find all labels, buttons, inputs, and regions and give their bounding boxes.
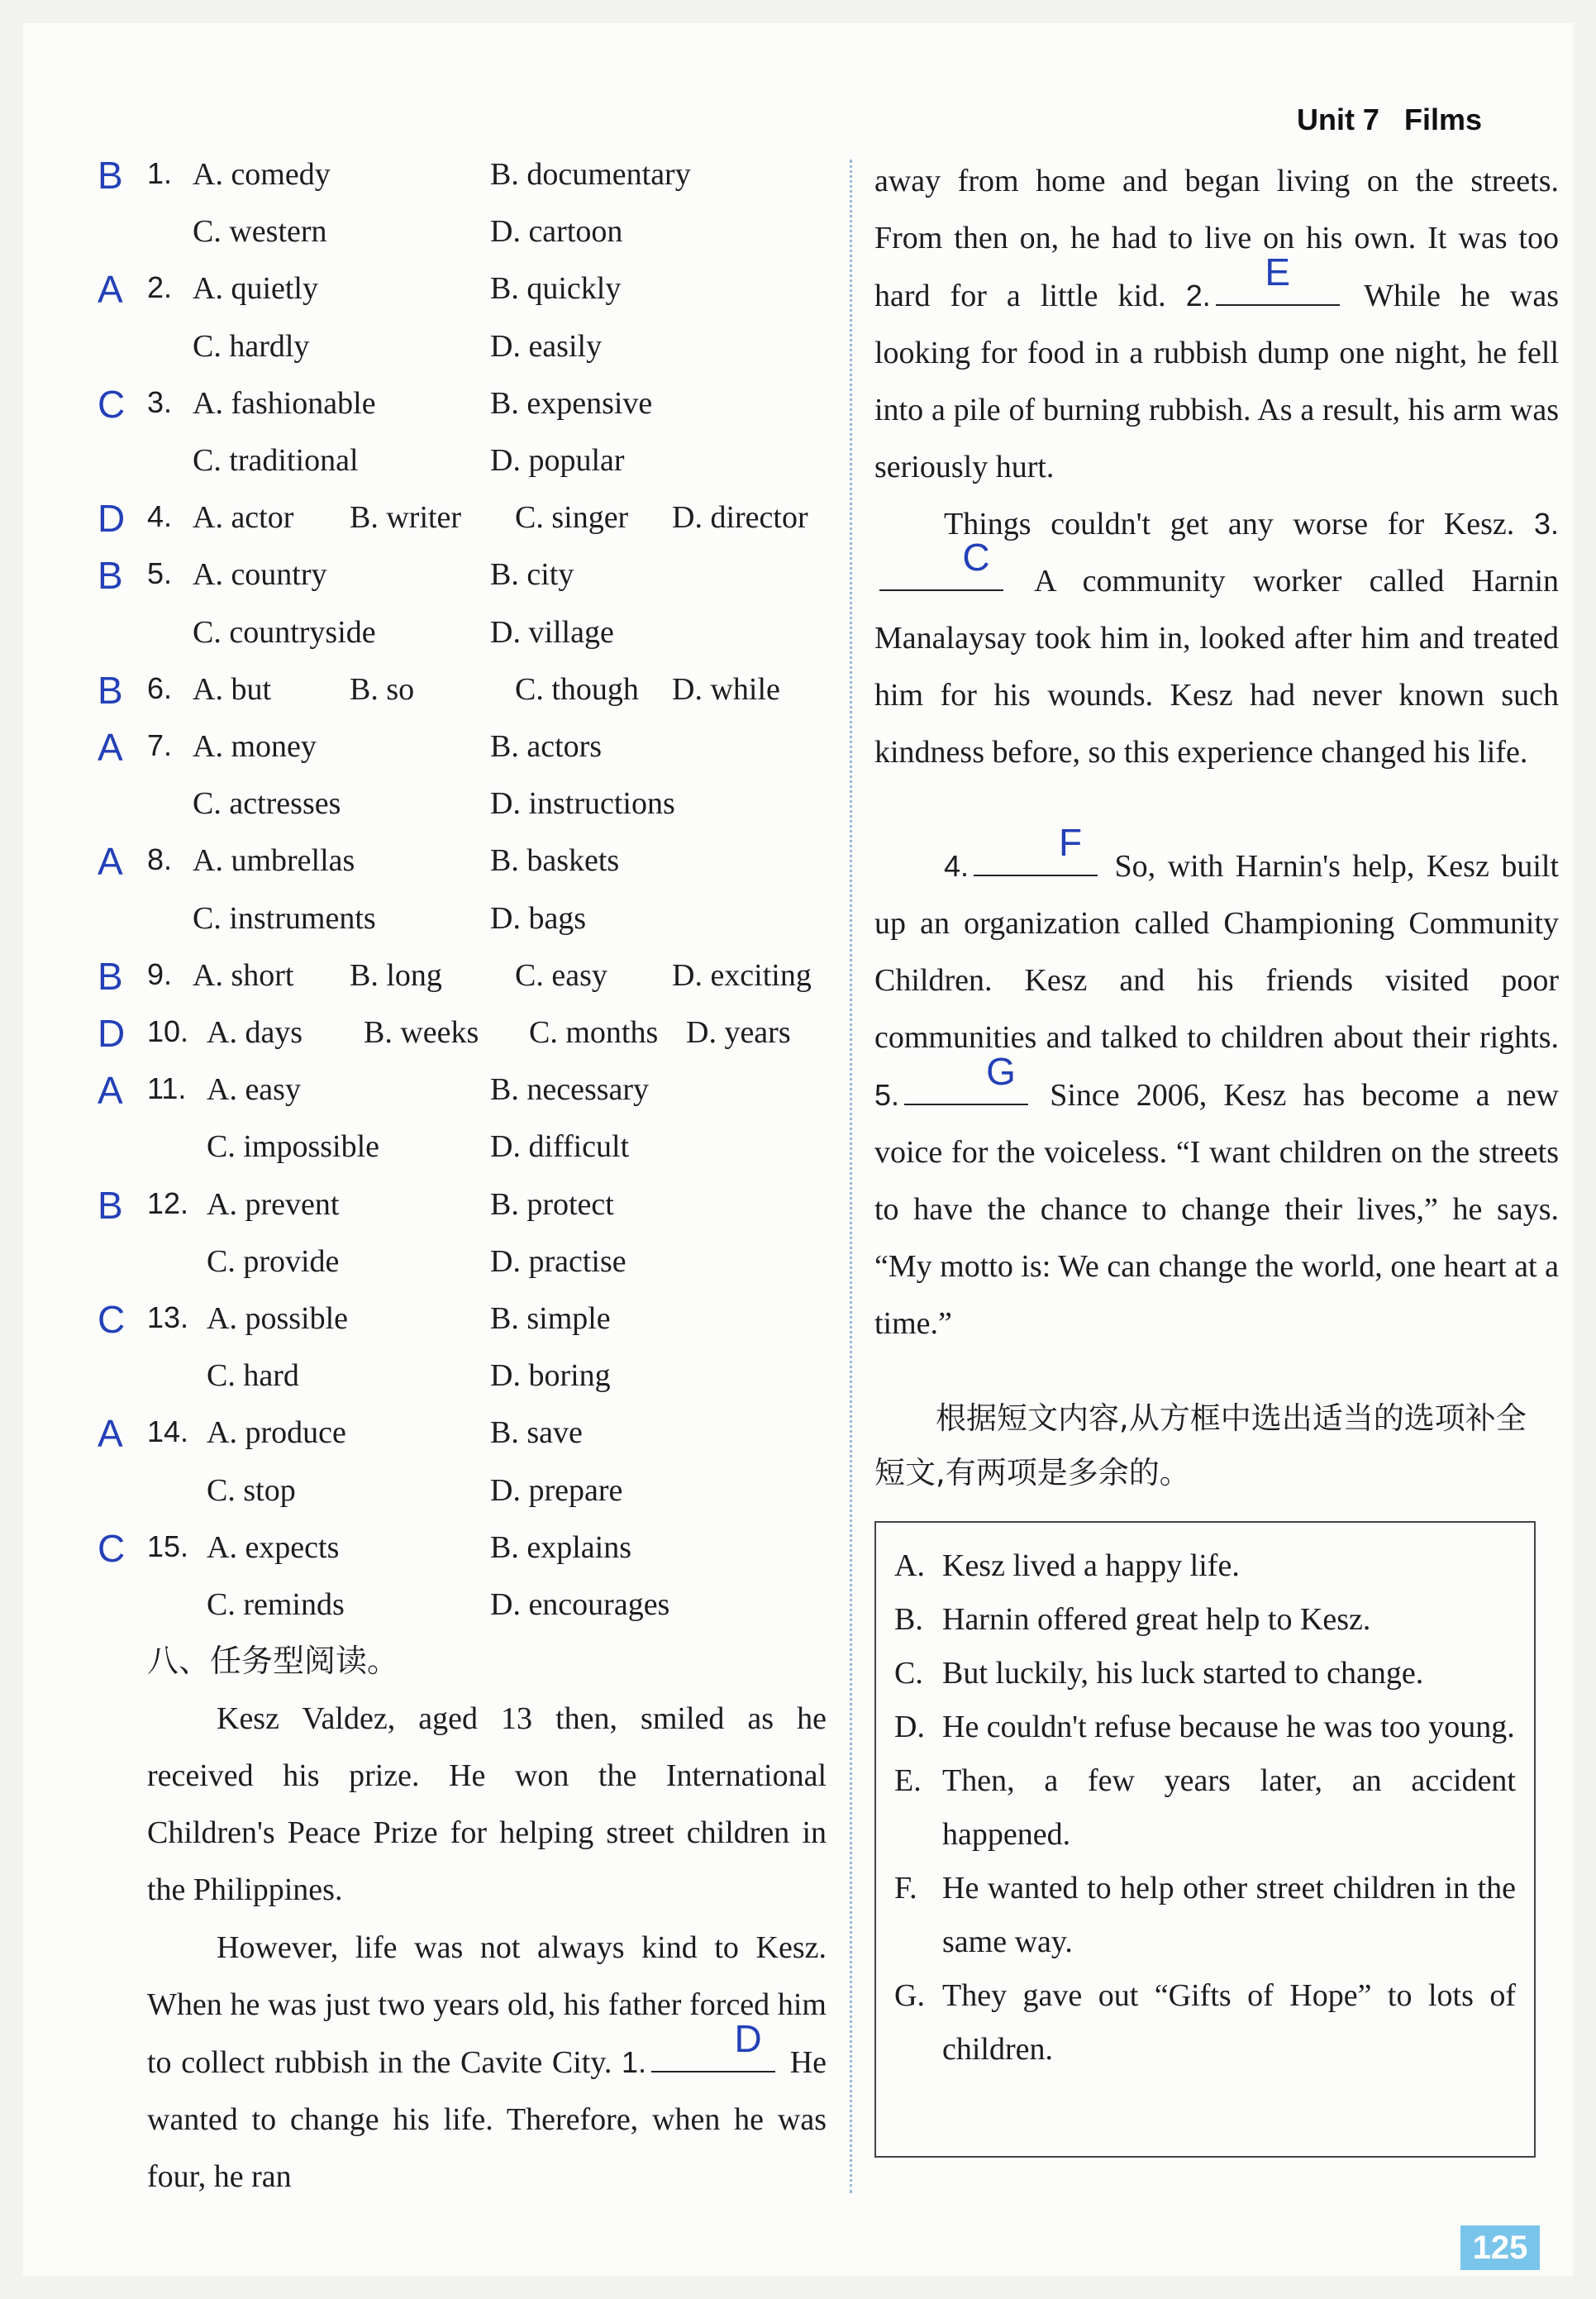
- passage-paragraph-5: 4. F So, with Harnin's help, Kesz built up an organization called Championing Community Children. Kesz and his friends visited poor communities and talked to children about their rights. 5. G Since 2006, Kesz has become a new voice for the voiceless. “I want children on the streets to have the chance to change their lives,” he says. “My motto is: We can change the world, one heart at a time.”: [874, 837, 1559, 1352]
- option: C. instruments: [193, 900, 376, 936]
- option: C. western: [193, 214, 327, 250]
- option-text: But luckily, his luck started to change.: [942, 1656, 1424, 1691]
- option: A. prevent: [207, 1186, 340, 1222]
- question-number: 9.: [147, 956, 173, 991]
- question-number: 11.: [147, 1071, 187, 1106]
- option: B. writer: [350, 500, 462, 536]
- option: B. save: [490, 1415, 583, 1451]
- option: C. reminds: [207, 1587, 345, 1622]
- question-3-line-1: [23, 382, 850, 432]
- option: D. instructions: [490, 786, 675, 822]
- question-14-line-2: [23, 1469, 850, 1519]
- option: D. while: [672, 671, 780, 707]
- option: C. hard: [207, 1358, 299, 1394]
- option-letter: C.: [894, 1656, 923, 1691]
- option: A. easy: [207, 1072, 301, 1108]
- question-12-line-1: [23, 1183, 850, 1233]
- option-letter: B.: [894, 1602, 923, 1637]
- instruction-text: 根据短文内容,从方框中选出适当的选项补全短文,有两项是多余的。: [874, 1400, 1527, 1491]
- answer-letter: C: [98, 1526, 126, 1570]
- question-12-line-2: [23, 1240, 850, 1290]
- question-7-line-2: [23, 782, 850, 832]
- question-6-line-1: [23, 668, 850, 718]
- question-15-line-2: [23, 1583, 850, 1633]
- blank-number: 3.: [1533, 507, 1560, 541]
- blank-2: [1216, 250, 1340, 306]
- passage-paragraph-2: However, life was not always kind to Kesz. When he was just two years old, his father forced him to collect rubbish in the Cavite City. 1. D He wanted to change his life. Therefore, when he was four, he ran: [147, 1930, 827, 2194]
- option: C. actresses: [193, 786, 341, 822]
- answer-letter: B: [98, 668, 123, 712]
- option: C. provide: [207, 1243, 340, 1279]
- passage-paragraph-3: away from home and began living on the streets. From then on, he had to live on his own. It was too hard for a little kid. 2. E While he was looking for food in a rubbish dump one night, he fell into a pile of burning rubbish. As a result, his arm was seriously hurt.: [874, 164, 1560, 484]
- option: C. easy: [515, 957, 607, 993]
- option: D. boring: [490, 1358, 611, 1394]
- option: C. stop: [207, 1472, 296, 1508]
- question-8-line-2: [23, 897, 850, 947]
- option: D. difficult: [490, 1129, 630, 1165]
- textbook-page: [23, 23, 1573, 2276]
- option: D. easily: [490, 328, 603, 364]
- box-option-c: [894, 1647, 1516, 1700]
- option: A. country: [193, 557, 327, 593]
- option: C. though: [515, 671, 639, 707]
- option-text: Harnin offered great help to Kesz.: [942, 1602, 1371, 1637]
- answer-letter: B: [98, 554, 123, 598]
- unit-label: Unit 7: [1296, 103, 1379, 136]
- question-number: 10.: [147, 1014, 189, 1048]
- question-2-line-2: [23, 325, 850, 374]
- option: B. documentary: [490, 157, 691, 192]
- option: C. impossible: [207, 1129, 380, 1165]
- blank-3-answer: C: [962, 536, 990, 579]
- answer-letter: C: [98, 382, 126, 426]
- question-2-line-1: [23, 267, 850, 317]
- question-5-line-1: [23, 553, 850, 603]
- question-number: 6.: [147, 670, 173, 705]
- option-text: He wanted to help other street children in the same way.: [942, 1871, 1516, 1959]
- box-option-f: [894, 1862, 1516, 1969]
- blank-2-answer: E: [1265, 250, 1291, 293]
- question-number: 7.: [147, 728, 173, 762]
- option: A. fashionable: [193, 385, 376, 421]
- question-1-line-1: [23, 153, 850, 203]
- blank-3: [879, 536, 1003, 591]
- question-14-line-1: [23, 1411, 850, 1461]
- question-11-line-2: [23, 1125, 850, 1175]
- page-header: [1297, 103, 1482, 137]
- option: C. months: [529, 1015, 659, 1050]
- question-4-line-1: [23, 496, 850, 546]
- option-letter: G.: [894, 1978, 925, 2013]
- blank-number: 4.: [944, 849, 970, 883]
- page-number-badge: 125: [1460, 2225, 1540, 2270]
- question-11-line-1: [23, 1068, 850, 1118]
- option: B. simple: [490, 1301, 611, 1336]
- answer-letter: B: [98, 154, 123, 197]
- option: A. short: [193, 957, 294, 993]
- question-number: 3.: [147, 384, 173, 419]
- option: B. protect: [490, 1186, 614, 1222]
- question-number: 8.: [147, 842, 173, 877]
- answer-letter: A: [98, 840, 123, 884]
- question-9-line-1: [23, 954, 850, 1004]
- question-10-line-1: [23, 1011, 850, 1061]
- option-text: Then, a few years later, an accident happened.: [942, 1763, 1516, 1852]
- answer-letter: A: [98, 1412, 123, 1456]
- option-letter: F.: [894, 1871, 917, 1905]
- unit-title: Films: [1403, 103, 1482, 136]
- option-letter: D.: [894, 1710, 925, 1744]
- option: B. weeks: [364, 1015, 479, 1050]
- option: C. singer: [515, 500, 629, 536]
- option: A. produce: [207, 1415, 346, 1451]
- box-option-g: [894, 1969, 1516, 2077]
- option: C. hardly: [193, 328, 310, 364]
- option: B. explains: [490, 1529, 631, 1565]
- question-8-line-1: [23, 839, 850, 889]
- passage-paragraph-1: Kesz Valdez, aged 13 then, smiled as he received his prize. He won the International Children's Peace Prize for helping street children in the Philippines.: [147, 1701, 827, 1907]
- question-5-line-2: [23, 611, 850, 661]
- option-text: Kesz lived a happy life.: [942, 1548, 1240, 1583]
- blank-1-answer: D: [734, 2017, 762, 2060]
- option: D. village: [490, 614, 614, 650]
- question-7-line-1: [23, 725, 850, 775]
- answer-letter: A: [98, 268, 123, 312]
- question-3-line-2: [23, 439, 850, 489]
- blank-number: 1.: [622, 2045, 647, 2079]
- option: D. years: [686, 1015, 791, 1050]
- box-option-d: [894, 1700, 1516, 1754]
- blank-number: 5.: [874, 1078, 900, 1112]
- option: B. long: [350, 957, 442, 993]
- answer-letter: A: [98, 1069, 123, 1113]
- blank-4-answer: F: [1058, 821, 1083, 864]
- option: A. actor: [193, 500, 294, 536]
- question-number: 12.: [147, 1185, 189, 1220]
- option: C. countryside: [193, 614, 376, 650]
- option: D. cartoon: [490, 214, 623, 250]
- option: A. but: [193, 671, 271, 707]
- blank-number: 2.: [1185, 279, 1211, 312]
- option: B. quickly: [490, 271, 622, 307]
- option-letter: E.: [894, 1763, 922, 1798]
- option: A. quietly: [193, 271, 318, 307]
- question-13-line-1: [23, 1297, 850, 1347]
- option: D. practise: [490, 1243, 626, 1279]
- option: B. so: [350, 671, 415, 707]
- option: D. bags: [490, 900, 587, 936]
- question-number: 15.: [147, 1529, 189, 1563]
- option: D. popular: [490, 443, 625, 478]
- option: A. possible: [207, 1301, 348, 1336]
- answer-letter: B: [98, 1183, 123, 1227]
- option: C. traditional: [193, 443, 359, 478]
- option: B. city: [490, 557, 574, 593]
- option: B. baskets: [490, 843, 620, 879]
- option: D. exciting: [672, 957, 812, 993]
- question-number: 5.: [147, 556, 173, 591]
- question-1-line-2: [23, 210, 850, 260]
- question-number: 14.: [147, 1414, 189, 1449]
- option: B. actors: [490, 729, 603, 764]
- blank-5: [904, 1050, 1028, 1105]
- option: D. director: [672, 500, 808, 536]
- section-title: 八、任务型阅读。: [147, 1643, 399, 1679]
- question-number: 1.: [147, 156, 173, 190]
- option: B. expensive: [490, 385, 653, 421]
- option: A. money: [193, 729, 317, 764]
- question-number: 2.: [147, 270, 173, 305]
- question-13-line-2: [23, 1354, 850, 1404]
- column-divider: [850, 160, 852, 2193]
- passage-paragraph-4: Things couldn't get any worse for Kesz. 3. C A community worker called Harnin Manalaysay took him in, looked after him and treated him for his wounds. Kesz had never known such kindness before, so this experience changed his life.: [874, 507, 1560, 770]
- option-letter: A.: [894, 1548, 925, 1583]
- question-number: 4.: [147, 499, 173, 534]
- multiple-choice-section: [23, 23, 850, 1643]
- box-option-b: [894, 1593, 1516, 1647]
- option-text: They gave out “Gifts of Hope” to lots of children.: [942, 1978, 1516, 2067]
- option: D. encourages: [490, 1587, 670, 1622]
- blank-4: [974, 821, 1098, 876]
- box-option-e: [894, 1754, 1516, 1862]
- answer-letter: C: [98, 1298, 126, 1341]
- option: A. expects: [207, 1529, 340, 1565]
- option: A. umbrellas: [193, 843, 355, 879]
- option: D. prepare: [490, 1472, 623, 1508]
- blank-1: [651, 2017, 775, 2072]
- box-option-a: [894, 1539, 1516, 1593]
- option: A. days: [207, 1015, 303, 1050]
- answer-letter: D: [98, 1012, 126, 1055]
- blank-5-answer: G: [986, 1050, 1016, 1093]
- answer-letter: D: [98, 497, 126, 541]
- option-text: He couldn't refuse because he was too young.: [942, 1710, 1515, 1744]
- answer-letter: A: [98, 726, 123, 769]
- option: B. necessary: [490, 1072, 650, 1108]
- answer-letter: B: [98, 954, 123, 998]
- options-box: [874, 1521, 1536, 2158]
- option: A. comedy: [193, 157, 331, 192]
- question-number: 13.: [147, 1300, 189, 1334]
- question-15-line-1: [23, 1526, 850, 1576]
